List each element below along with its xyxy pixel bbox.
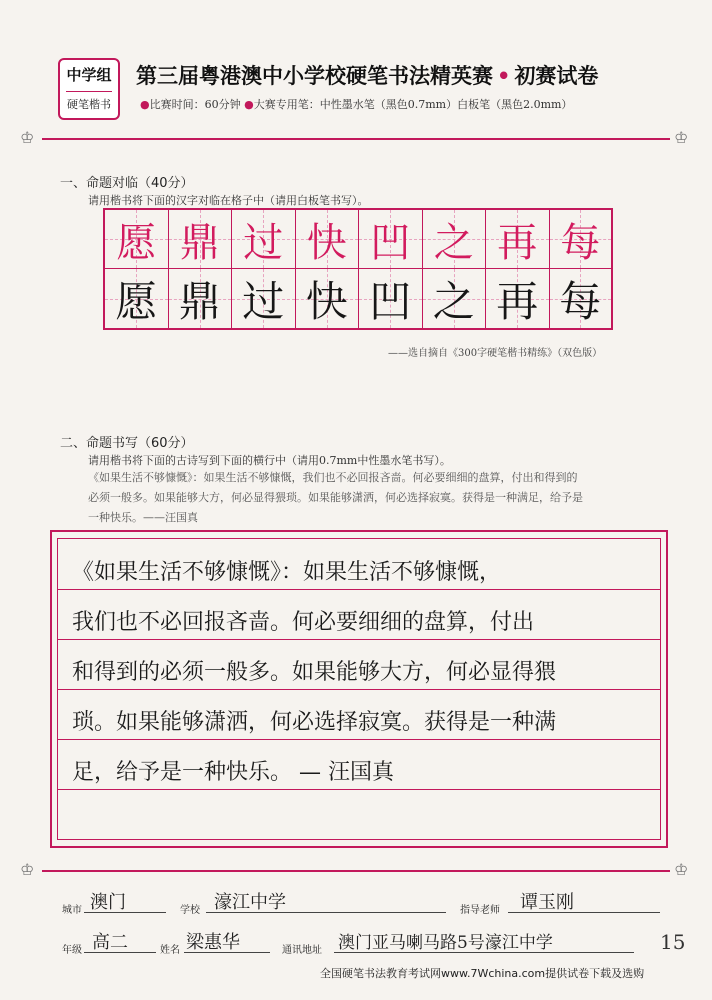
practice-cell bbox=[486, 269, 550, 328]
swirl-left-icon: ♔ bbox=[20, 860, 35, 879]
writing-box bbox=[57, 538, 661, 840]
passage-line: 《如果生活不够慷慨》：如果生活不够慷慨，我们也不必回报吝啬。何必要细细的盘算，付出和得到的 bbox=[88, 471, 578, 484]
model-cell bbox=[550, 210, 612, 269]
passage-line: 一种快乐。——汪国真 bbox=[88, 511, 198, 524]
handwritten-line: 足，给予是一种快乐。 — 汪国真 bbox=[72, 760, 394, 785]
model-char: 快 bbox=[306, 219, 347, 266]
exam-pens: 大赛专用笔：中性墨水笔（黑色0.7mm）白板笔（黑色2.0mm） bbox=[253, 98, 573, 111]
practice-cell bbox=[169, 269, 233, 328]
site-note: 全国硬笔书法教育考试网www.7Wchina.com提供试卷下载及选购 bbox=[320, 967, 645, 980]
bullet-icon: ● bbox=[140, 98, 150, 111]
practice-cell bbox=[105, 269, 169, 328]
model-cell bbox=[105, 210, 169, 269]
school-value[interactable]: 濠江中学 bbox=[214, 892, 286, 913]
written-char: 之 bbox=[432, 276, 475, 326]
model-char: 愿 bbox=[116, 219, 157, 266]
swirl-right-icon: ♔ bbox=[674, 860, 689, 879]
handwritten-line: 我们也不必回报吝啬。何必要细细的盘算，付出 bbox=[72, 610, 535, 635]
model-cell bbox=[359, 210, 423, 269]
group-badge-label: 中学组 bbox=[66, 66, 112, 84]
written-char: 鼎 bbox=[178, 276, 221, 326]
writing-rule bbox=[58, 589, 660, 590]
name-value[interactable]: 梁惠华 bbox=[186, 932, 240, 953]
score-mark: 15 bbox=[660, 930, 686, 954]
section1-instruction: 请用楷书将下面的汉字对临在格子中（请用白板笔书写）。 bbox=[88, 194, 369, 207]
passage-line: 必须一般多。如果能够大方，何必显得猥琐。如果能够潇洒，何必选择寂寞。获得是一种满足，给予是 bbox=[88, 491, 583, 504]
bullet-icon: ● bbox=[244, 98, 254, 111]
practice-cell bbox=[359, 269, 423, 328]
model-cell bbox=[169, 210, 233, 269]
title-tail: 初赛试卷 bbox=[514, 64, 599, 88]
handwritten-line: 琐。如果能够潇洒，何必选择寂寞。获得是一种满 bbox=[72, 710, 557, 735]
model-cell bbox=[296, 210, 360, 269]
writing-rule bbox=[58, 739, 660, 740]
model-char: 凹 bbox=[370, 219, 411, 266]
copy-grid bbox=[103, 208, 613, 330]
written-char: 快 bbox=[305, 276, 348, 326]
grade-value[interactable]: 高二 bbox=[92, 932, 128, 953]
footer-rule bbox=[42, 870, 670, 872]
written-char: 每 bbox=[559, 276, 602, 326]
written-char: 过 bbox=[242, 276, 285, 326]
model-char: 过 bbox=[243, 219, 284, 266]
writing-rule bbox=[58, 639, 660, 640]
address-label: 通讯地址 bbox=[282, 945, 322, 956]
written-char: 愿 bbox=[115, 276, 158, 326]
model-cell bbox=[232, 210, 296, 269]
source-passage bbox=[88, 468, 663, 528]
writing-rule bbox=[58, 689, 660, 690]
city-label: 城市 bbox=[62, 905, 82, 916]
practice-cell bbox=[232, 269, 296, 328]
handwritten-line: 《如果生活不够慷慨》：如果生活不够慷慨， bbox=[72, 560, 502, 585]
practice-cell bbox=[296, 269, 360, 328]
teacher-value[interactable]: 谭玉刚 bbox=[520, 892, 574, 913]
exam-info bbox=[140, 96, 572, 112]
title-main: 第三届粤港澳中小学校硬笔书法精英赛 bbox=[136, 64, 493, 88]
model-cell bbox=[423, 210, 487, 269]
writing-rule bbox=[58, 789, 660, 790]
model-char: 之 bbox=[433, 219, 474, 266]
exam-time: 比赛时间：60分钟 bbox=[149, 98, 241, 111]
swirl-left-icon: ♔ bbox=[20, 128, 35, 147]
practice-cell bbox=[550, 269, 612, 328]
practice-cell bbox=[423, 269, 487, 328]
title-separator: • bbox=[497, 64, 511, 88]
grade-label: 年级 bbox=[62, 945, 82, 956]
model-char: 鼎 bbox=[179, 219, 220, 266]
written-char: 再 bbox=[496, 276, 539, 326]
name-label: 姓名 bbox=[160, 945, 180, 956]
section1-title: 一、命题对临（40分） bbox=[60, 176, 194, 191]
handwritten-line: 和得到的必须一般多。如果能够大方，何必显得猥 bbox=[72, 660, 557, 685]
city-value[interactable]: 澳门 bbox=[90, 892, 126, 913]
page-title bbox=[136, 60, 598, 90]
section1-source: ——选自摘自《300字硬笔楷书精练》（双色版） bbox=[388, 348, 603, 359]
section2-title: 二、命题书写（60分） bbox=[60, 436, 194, 451]
school-label: 学校 bbox=[180, 905, 200, 916]
model-char: 每 bbox=[560, 219, 601, 266]
teacher-label: 指导老师 bbox=[460, 905, 500, 916]
model-char: 再 bbox=[497, 219, 538, 266]
group-badge bbox=[58, 58, 120, 120]
address-value[interactable]: 澳门亚马喇马路5号濠江中学 bbox=[338, 933, 553, 953]
written-char: 凹 bbox=[369, 276, 412, 326]
group-badge-sub: 硬笔楷书 bbox=[66, 91, 112, 112]
section2-instruction: 请用楷书将下面的古诗写到下面的横行中（请用0.7mm中性墨水笔书写）。 bbox=[88, 454, 451, 467]
header-rule bbox=[42, 138, 670, 140]
model-cell bbox=[486, 210, 550, 269]
swirl-right-icon: ♔ bbox=[674, 128, 689, 147]
